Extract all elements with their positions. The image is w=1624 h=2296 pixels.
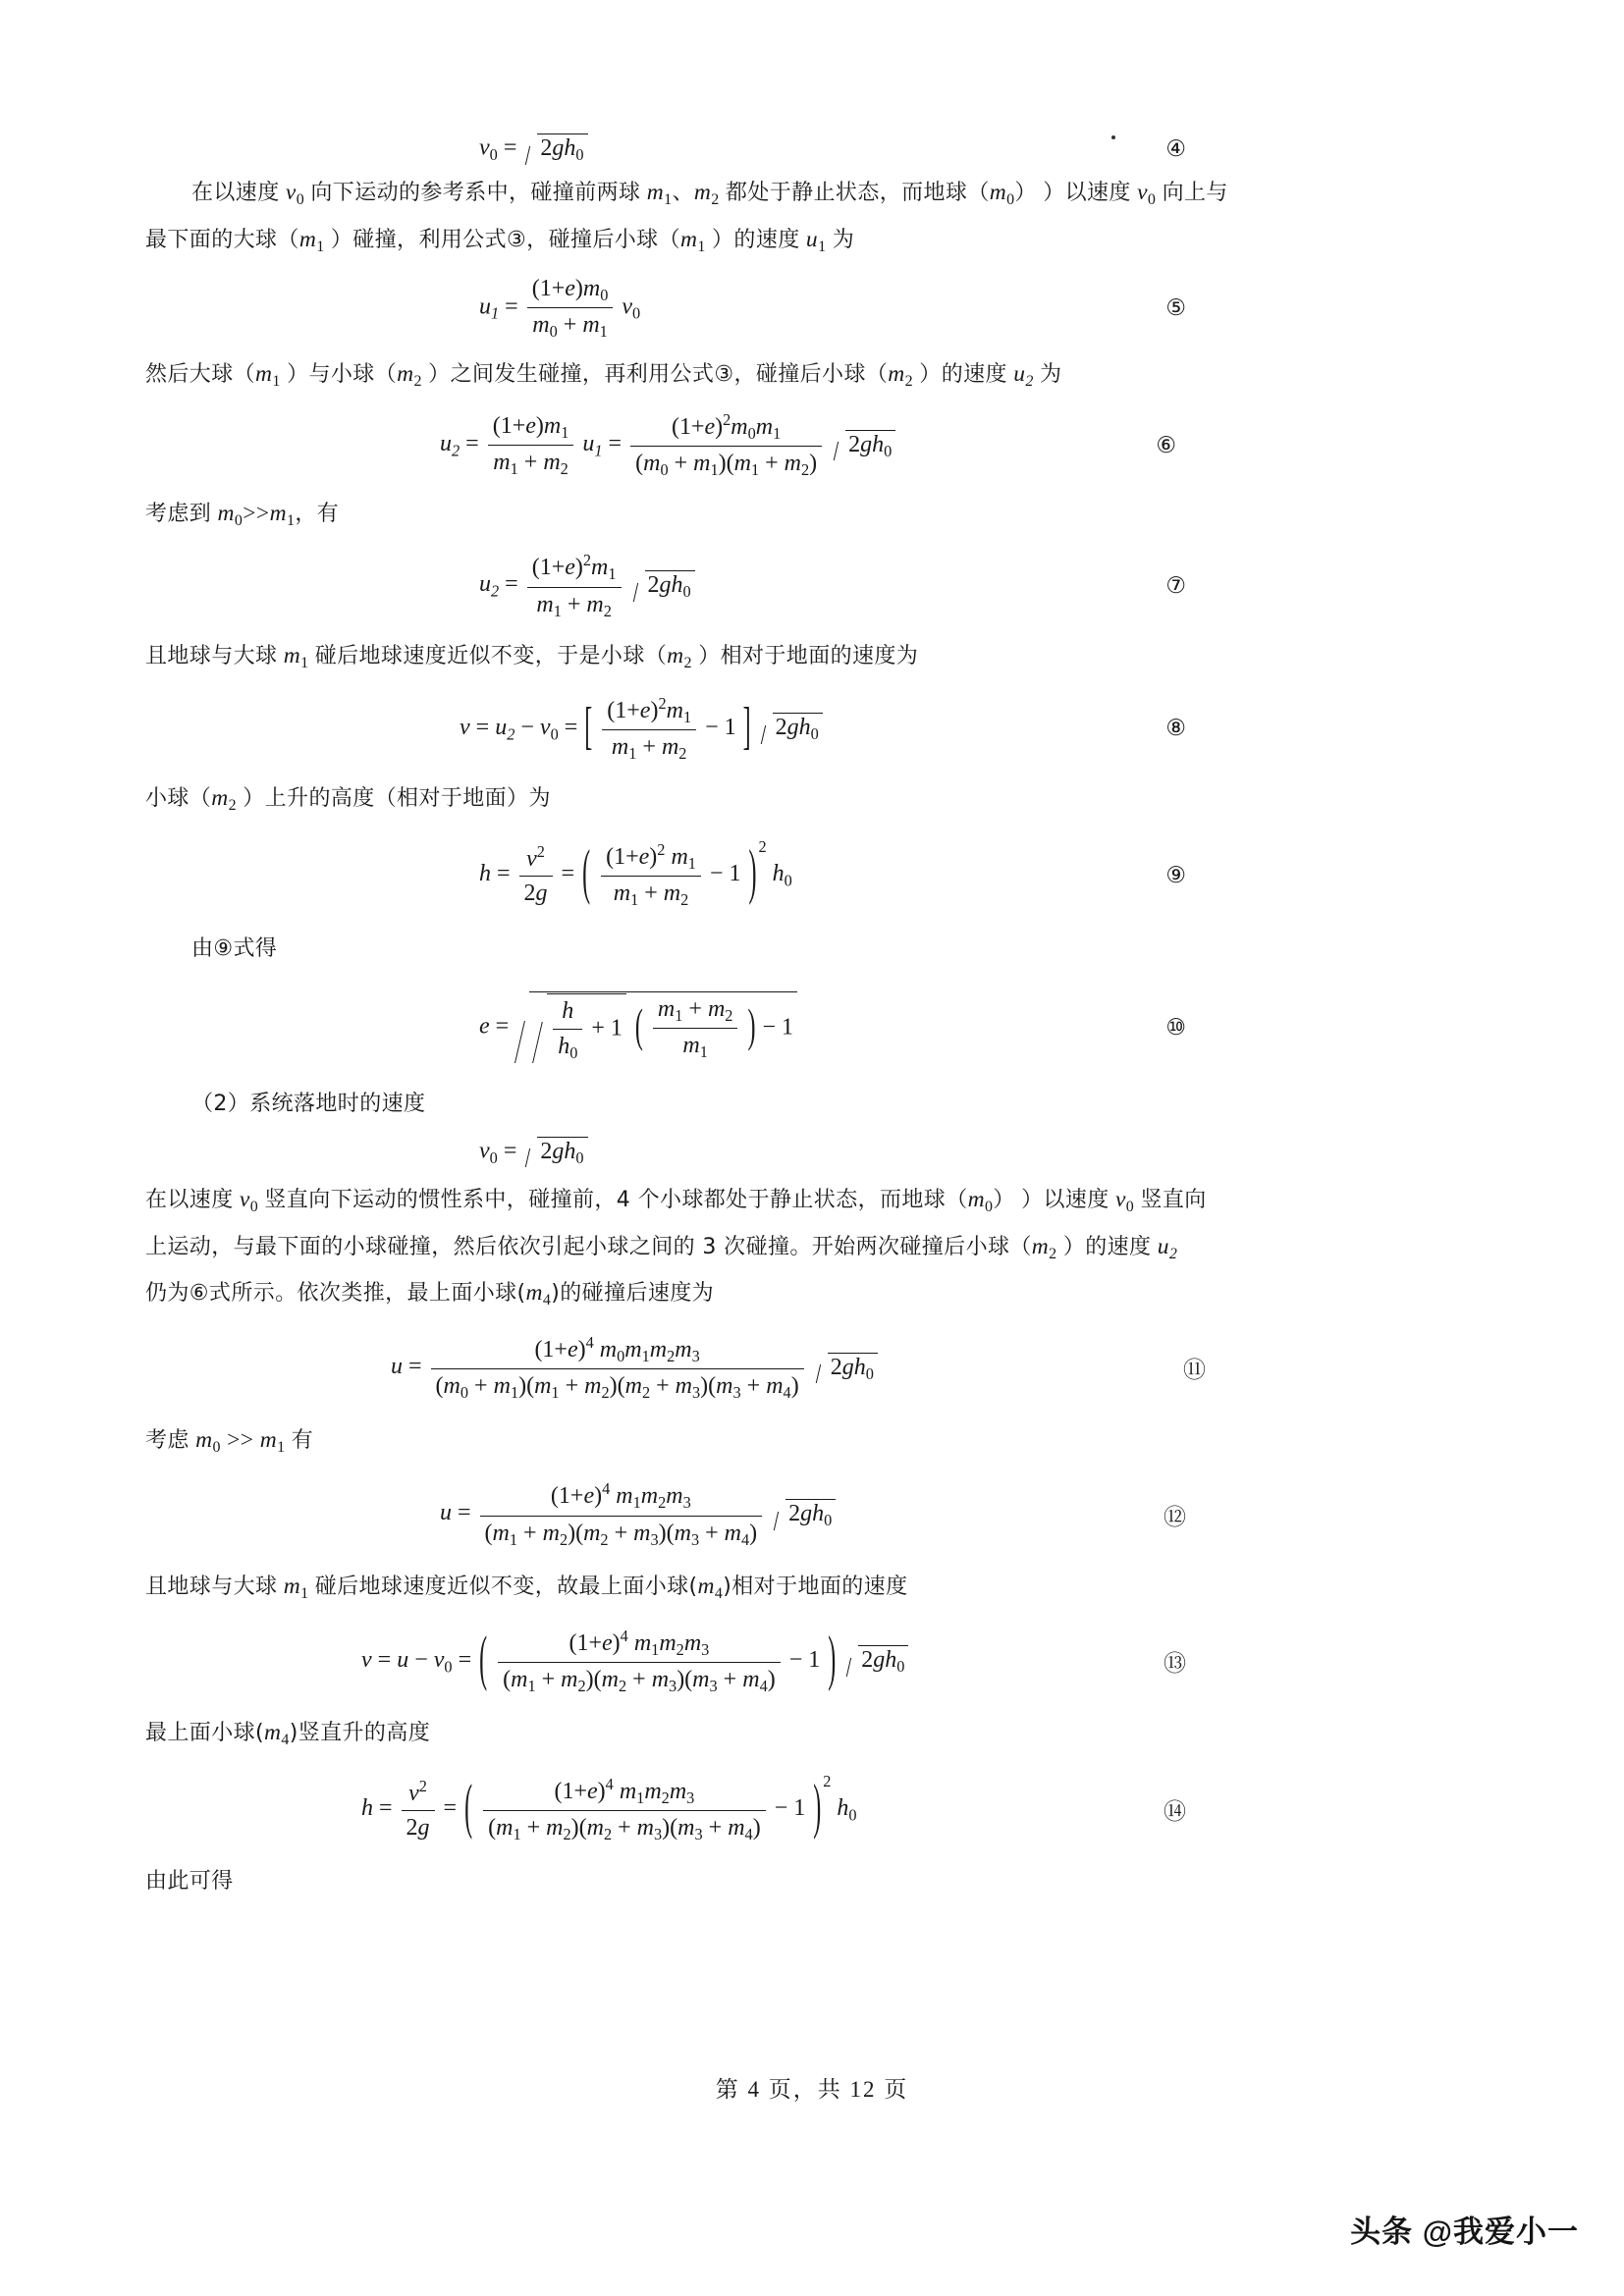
equation-8-number: ⑧ — [1165, 716, 1186, 741]
page-footer: 第 4 页，共 12 页 — [715, 2077, 909, 2102]
paragraph-6: 由⑨式得 — [191, 936, 278, 962]
equation-13-number: ⑬ — [1164, 1650, 1186, 1676]
equation-4-number: ④ — [1165, 136, 1186, 162]
equation-7 — [145, 550, 1481, 621]
paragraph-1: 在以速度 $v_0$ 向下运动的参考系中，碰撞前两球 $m_1$、$m_2$ 都处于静止状态，而地球$(m_0)$ ）以速度 $v_0$ 向上与 — [191, 180, 1228, 209]
paragraph-2: 然后大球（$m_1$ ）与小球（$m_2$ ）之间发生碰撞，再利用公式③，碰撞后小球（$m_2$ ）的速度 $u_2$ 为 — [145, 361, 1062, 391]
equation-11-body: u = $\frac{(1+e)^4 m_0m_1m_2m_3}{(m_0 + m_1)(m_1 + m_2)(m_2 + m_3)(m_3 + m_4)}$ $2gh_0$ — [391, 1332, 880, 1404]
equation-4-body: $v_0 = 2gh_0$ — [479, 133, 590, 165]
equation-5-number: ⑤ — [1165, 294, 1186, 320]
equation-5-body: $u_1$ = $\frac{(1+e)m_0}{m_0 + m_1}$ $v_0$ — [479, 273, 640, 343]
equation-12-number: ⑫ — [1164, 1504, 1186, 1529]
equation-8-body: $v = u_2 - v_0$ = [ $\frac{(1+e)^2m_1}{m_1 + m_2}$ − 1 ] $2gh_0$ — [460, 693, 825, 765]
equation-9-number: ⑨ — [1165, 862, 1186, 887]
equation-12-body: u = $\frac{(1+e)^4 m_1m_2m_3}{(m_1 + m_2)(m_2 + m_3)(m_3 + m_4)}$ $2gh_0$ — [440, 1478, 838, 1550]
watermark: 头条 @我爱小一 — [1350, 2215, 1579, 2249]
equation-13-body: $v = u - v_0$ = ( $\frac{(1+e)^4 m_1m_2m_3}{(m_1 + m_2)(m_2 + m_3)(m_3 + m_4)}$ − 1 ) $2gh_0$ — [361, 1626, 910, 1697]
paragraph-9: 考虑 $m_0 >> m_1$ 有 — [145, 1426, 314, 1456]
equation-7-body: $u_2$ = $\frac{(1+e)^2m_1}{m_1 + m_2}$ $2gh_0$ — [479, 550, 697, 621]
equation-10-number: ⑩ — [1165, 1014, 1186, 1040]
equation-10 — [145, 991, 1481, 1064]
equation-9-body: h = $\frac{v^2}{2g}$ = ( $\frac{(1+e)^2 m_1}{m_1 + m_2}$ − 1 ) 2 $h_0$ — [479, 836, 792, 910]
equation-v0-body: $v_0 = 2gh_0$ — [479, 1137, 590, 1168]
equation-6 — [145, 409, 1481, 481]
paragraph-4: 且地球与大球 $m_1$ 碰后地球速度近似不变，于是小球（$m_2$ ）相对于地面的速度为 — [145, 642, 919, 671]
equation-13 — [145, 1626, 1481, 1697]
document-body — [145, 128, 1481, 1906]
paragraph-12: 由此可得 — [145, 1869, 234, 1895]
paragraph-11: 最上面小球$(m_4)$竖直升的高度 — [145, 1720, 431, 1749]
paragraph-8: 在以速度 $v_0$ 竖直向下运动的惯性系中，碰撞前，4 个小球都处于静止状态，而地球$(m_0)$ ）以速度 $v_0$ 竖直向 — [145, 1186, 1207, 1215]
equation-8 — [145, 693, 1481, 765]
equation-v0-unnumbered — [145, 1137, 1481, 1168]
equation-14 — [145, 1771, 1481, 1845]
paragraph-8-cont1: 上运动，与最下面的小球碰撞，然后依次引起小球之间的 3 次碰撞。开始两次碰撞后小球（$m_2$ ）的速度 $u_2$ — [145, 1233, 1178, 1262]
equation-6-body: $u_2$ = $\frac{(1+e)m_1}{m_1 + m_2}$ $u_1$ = $\frac{(1+e)^2m_0m_1}{(m_0 + m_1)(m_1 + m_2)}$ $2gh_0$ — [440, 409, 897, 481]
equation-9 — [145, 836, 1481, 911]
equation-7-number: ⑦ — [1165, 573, 1186, 599]
equation-5 — [145, 273, 1481, 343]
equation-4 — [145, 133, 1481, 165]
equation-14-number: ⑭ — [1164, 1799, 1186, 1825]
paragraph-8-cont2: 仍为⑥式所示。依次类推，最上面小球$(m_4)$的碰撞后速度为 — [145, 1280, 715, 1309]
equation-11 — [145, 1332, 1481, 1404]
equation-11-number: ⑪ — [1183, 1358, 1206, 1383]
equation-14-body: h = $\frac{v^2}{2g}$ = ( $\frac{(1+e)^4 m_1m_2m_3}{(m_1 + m_2)(m_2 + m_3)(m_3 + m_4)}$ − 1 ) 2 $h_0$ — [361, 1771, 857, 1844]
paragraph-1-cont: 最下面的大球（$m_1$ ）碰撞，利用公式③，碰撞后小球（$m_1$ ）的速度 $u_1$ 为 — [145, 227, 855, 256]
equation-12 — [145, 1478, 1481, 1550]
paragraph-5: 小球（$m_2$ ）上升的高度（相对于地面）为 — [145, 785, 551, 815]
equation-10-body: e = $\frac{h}{h_0}$ + 1 ( $\frac{m_1 + m_2}{m_1}$ ) − 1 — [479, 991, 799, 1064]
paragraph-10: 且地球与大球 $m_1$ 碰后地球速度近似不变，故最上面小球$(m_4)$相对于地面的速度 — [145, 1573, 908, 1603]
paragraph-7: （2）系统落地时的速度 — [191, 1091, 426, 1116]
paragraph-3: 考虑到 $m_0>>m_1$，有 — [145, 500, 340, 529]
equation-6-number: ⑥ — [1156, 432, 1176, 457]
